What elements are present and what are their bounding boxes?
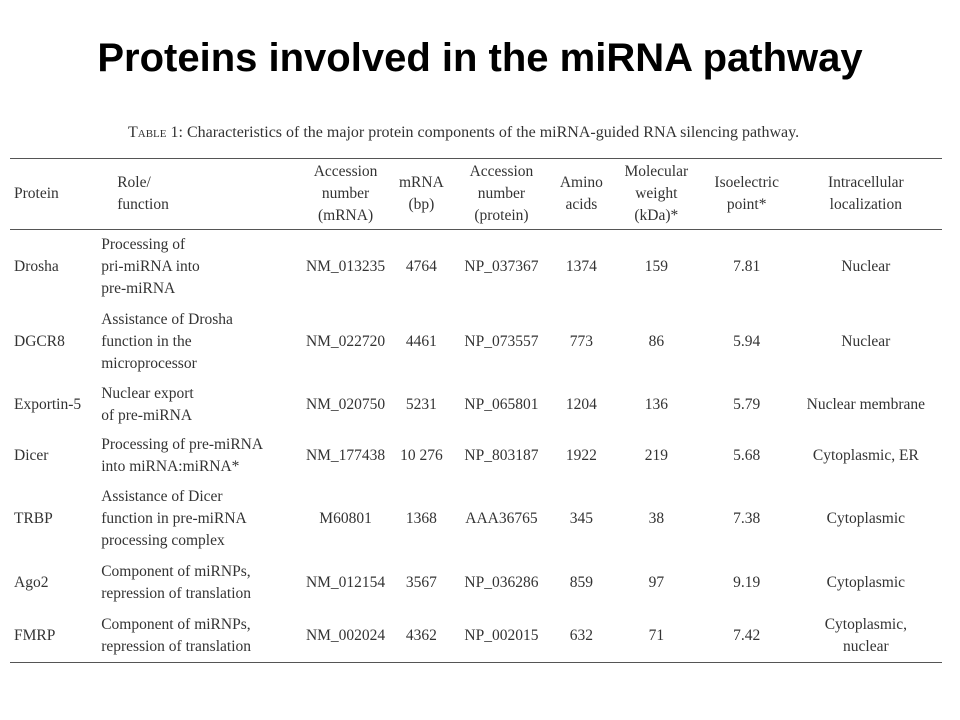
table-row xyxy=(10,431,942,482)
table-header xyxy=(10,159,942,230)
table-body xyxy=(10,230,942,663)
cell-accession-protein: NP_036286 xyxy=(464,574,539,591)
cell-molecular-weight: 159 xyxy=(644,258,668,276)
cell-isoelectric-point: 9.19 xyxy=(733,574,761,591)
header-amino-acids: Amino acids xyxy=(559,174,603,213)
cell-amino-acids: 773 xyxy=(569,333,593,350)
table-row xyxy=(10,230,942,305)
cell-protein: Ago2 xyxy=(14,574,49,591)
table-row xyxy=(10,380,942,431)
header-accession-mrna: Accession number (mRNA) xyxy=(313,163,378,224)
cell-role: Processing of pri-miRNA into pre-miRNA xyxy=(101,236,200,298)
cell-isoelectric-point: 7.42 xyxy=(733,626,761,644)
cell-accession-mrna: M60801 xyxy=(319,510,372,527)
cell-accession-mrna: NM_012154 xyxy=(305,574,386,591)
header-mrna-bp: mRNA (bp) xyxy=(399,174,444,213)
cell-localization: Nuclear xyxy=(841,333,891,350)
cell-molecular-weight: 86 xyxy=(648,333,665,350)
protein-table xyxy=(10,158,942,663)
header-molecular-weight: Molecular weight (kDa)* xyxy=(624,163,689,224)
cell-molecular-weight: 219 xyxy=(644,447,668,464)
cell-accession-mrna: NM_013235 xyxy=(305,258,386,276)
cell-molecular-weight: 136 xyxy=(644,396,668,413)
header-row xyxy=(10,159,942,230)
cell-localization: Nuclear membrane xyxy=(806,396,925,413)
cell-role: Nuclear export of pre-miRNA xyxy=(101,385,194,424)
table-row xyxy=(10,610,942,663)
cell-isoelectric-point: 7.81 xyxy=(733,258,761,276)
cell-accession-mrna: NM_177438 xyxy=(305,447,386,464)
cell-isoelectric-point: 7.38 xyxy=(733,510,761,527)
slide-title: Proteins involved in the miRNA pathway xyxy=(97,36,863,80)
cell-localization: Nuclear xyxy=(841,258,891,276)
cell-mrna-bp: 4764 xyxy=(405,258,437,276)
cell-protein: TRBP xyxy=(14,510,53,527)
cell-localization: Cytoplasmic, nuclear xyxy=(824,615,907,655)
cell-accession-mrna: NM_002024 xyxy=(305,626,386,644)
header-localization: Intracellular localization xyxy=(827,174,904,213)
cell-protein: Dicer xyxy=(14,447,49,464)
table-caption-label: Table 1: xyxy=(128,124,183,141)
cell-role: Component of miRNPs, repression of translation xyxy=(101,615,251,655)
cell-role: Assistance of Dicer function in pre-miRNA processing complex xyxy=(101,488,247,549)
cell-accession-protein: NP_037367 xyxy=(464,258,539,276)
cell-amino-acids: 632 xyxy=(569,626,593,644)
cell-mrna-bp: 4362 xyxy=(405,626,437,644)
cell-protein: Drosha xyxy=(14,258,59,276)
header-role: Role/ function xyxy=(117,174,169,213)
cell-localization: Cytoplasmic, ER xyxy=(812,447,919,464)
cell-amino-acids: 1922 xyxy=(565,447,597,464)
header-accession-protein: Accession number (protein) xyxy=(469,163,534,224)
cell-accession-protein: NP_803187 xyxy=(464,447,539,464)
cell-accession-protein: NP_065801 xyxy=(464,396,539,413)
table-caption xyxy=(128,124,799,142)
cell-localization: Cytoplasmic xyxy=(826,510,906,527)
cell-mrna-bp: 10 276 xyxy=(400,447,443,464)
cell-isoelectric-point: 5.68 xyxy=(733,447,761,464)
cell-accession-protein: NP_073557 xyxy=(464,333,539,350)
cell-accession-protein: NP_002015 xyxy=(464,626,539,644)
cell-mrna-bp: 4461 xyxy=(405,333,437,350)
header-protein: Protein xyxy=(14,185,59,202)
cell-amino-acids: 1374 xyxy=(565,258,597,276)
table-caption-text: Characteristics of the major protein components of the miRNA-guided RNA silencing pathway. xyxy=(182,124,800,141)
cell-amino-acids: 1204 xyxy=(565,396,597,413)
table-row xyxy=(10,305,942,380)
cell-mrna-bp: 1368 xyxy=(405,510,437,527)
cell-mrna-bp: 5231 xyxy=(405,396,437,413)
cell-accession-protein: AAA36765 xyxy=(465,510,538,527)
table-row xyxy=(10,557,942,610)
cell-protein: FMRP xyxy=(14,626,56,644)
table-row xyxy=(10,482,942,557)
cell-role: Component of miRNPs, repression of translation xyxy=(101,563,251,602)
cell-amino-acids: 345 xyxy=(569,510,593,527)
header-isoelectric-point: Isoelectric point* xyxy=(714,174,779,213)
cell-isoelectric-point: 5.94 xyxy=(733,333,761,350)
cell-protein: DGCR8 xyxy=(14,333,65,350)
cell-amino-acids: 859 xyxy=(569,574,593,591)
cell-molecular-weight: 38 xyxy=(648,510,665,527)
cell-mrna-bp: 3567 xyxy=(405,574,437,591)
cell-protein: Exportin-5 xyxy=(14,396,82,413)
cell-role: Assistance of Drosha function in the microprocessor xyxy=(101,311,233,372)
cell-molecular-weight: 71 xyxy=(648,626,665,644)
cell-molecular-weight: 97 xyxy=(648,574,665,591)
cell-accession-mrna: NM_020750 xyxy=(305,396,386,413)
cell-accession-mrna: NM_022720 xyxy=(305,333,386,350)
cell-role: Processing of pre-miRNA into miRNA:miRNA* xyxy=(101,436,264,475)
cell-isoelectric-point: 5.79 xyxy=(733,396,761,413)
cell-localization: Cytoplasmic xyxy=(826,574,906,591)
